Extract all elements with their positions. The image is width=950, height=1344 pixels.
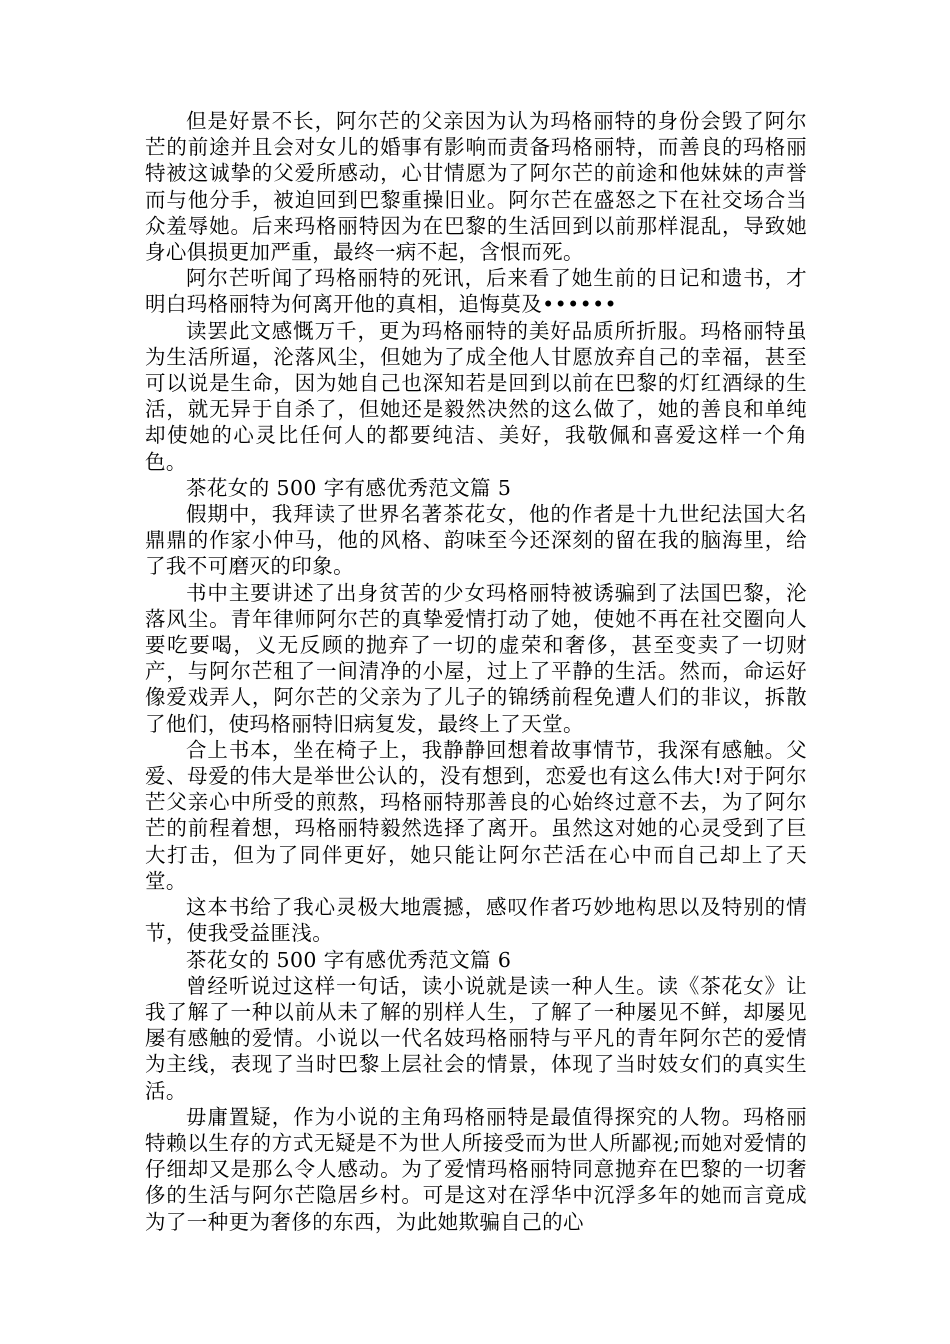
- paragraph-2: 阿尔芒听闻了玛格丽特的死讯，后来看了她生前的日记和遗书，才明白玛格丽特为何离开他的真相，追悔莫及••••••: [145, 266, 807, 317]
- document-page: [145, 108, 807, 1258]
- paragraph-7: 这本书给了我心灵极大地震撼，感叹作者巧妙地构思以及特别的情节，使我受益匪浅。: [145, 895, 807, 946]
- paragraph-3: 读罢此文感慨万千，更为玛格丽特的美好品质所折服。玛格丽特虽为生活所逼，沦落风尘，但她为了成全他人甘愿放弃自己的幸福，甚至可以说是生命，因为她自己也深知若是回到以前在巴黎的灯红酒绿的生活，就无异于自杀了，但她还是毅然决然的这么做了，她的善良和单纯却使她的心灵比任何人的都要纯洁、美好，我敬佩和喜爱这样一个角色。: [145, 318, 807, 474]
- paragraph-9: 毋庸置疑，作为小说的主角玛格丽特是最值得探究的人物。玛格丽特赖以生存的方式无疑是不为世人所接受而为世人所鄙视;而她对爱情的仔细却又是那么令人感动。为了爱情玛格丽特同意抛弃在巴黎的一切奢侈的生活与阿尔芒隐居乡村。可是这对在浮华中沉浮多年的她而言竟成为了一种更为奢侈的东西，为此她欺骗自己的心: [145, 1104, 807, 1234]
- paragraph-6: 合上书本，坐在椅子上，我静静回想着故事情节，我深有感触。父爱、母爱的伟大是举世公认的，没有想到，恋爱也有这么伟大!对于阿尔芒父亲心中所受的煎熬，玛格丽特那善良的心始终过意不去，为了阿尔芒的前程着想，玛格丽特毅然选择了离开。虽然这对她的心灵受到了巨大打击，但为了同伴更好，她只能让阿尔芒活在心中而自己却上了天堂。: [145, 737, 807, 893]
- paragraph-8: 曾经听说过这样一句话，读小说就是读一种人生。读《茶花女》让我了解了一种以前从未了解的别样人生，了解了一种屡见不鲜，却屡见屡有感触的爱情。小说以一代名妓玛格丽特与平凡的青年阿尔芒的爱情为主线，表现了当时巴黎上层社会的情景，体现了当时妓女们的真实生活。: [145, 973, 807, 1103]
- paragraph-5: 书中主要讲述了出身贫苦的少女玛格丽特被诱骗到了法国巴黎，沦落风尘。青年律师阿尔芒的真挚爱情打动了她，使她不再在社交圈向人要吃要喝，义无反顾的抛弃了一切的虚荣和奢侈，甚至变卖了一切财产，与阿尔芒租了一间清净的小屋，过上了平静的生活。然而，命运好像爱戏弄人，阿尔芒的父亲为了儿子的锦绣前程免遭人们的非议，拆散了他们，使玛格丽特旧病复发，最终上了天堂。: [145, 580, 807, 736]
- section-heading-6: 茶花女的 500 字有感优秀范文篇 6: [186, 947, 512, 972]
- paragraph-1: 但是好景不长，阿尔芒的父亲因为认为玛格丽特的身份会毁了阿尔芒的前途并且会对女儿的婚事有影响而责备玛格丽特，而善良的玛格丽特被这诚挚的父爱所感动，心甘情愿为了阿尔芒的前途和他妹妹的声誉而与他分手，被迫回到巴黎重操旧业。阿尔芒在盛怒之下在社交场合当众羞辱她。后来玛格丽特因为在巴黎的生活回到以前那样混乱，导致她身心俱损更加严重，最终一病不起，含恨而死。: [145, 109, 807, 265]
- paragraph-4: 假期中，我拜读了世界名著茶花女，他的作者是十九世纪法国大名鼎鼎的作家小仲马，他的风格、韵味至今还深刻的留在我的脑海里，给了我不可磨灭的印象。: [145, 502, 807, 579]
- section-heading-5: 茶花女的 500 字有感优秀范文篇 5: [186, 475, 512, 500]
